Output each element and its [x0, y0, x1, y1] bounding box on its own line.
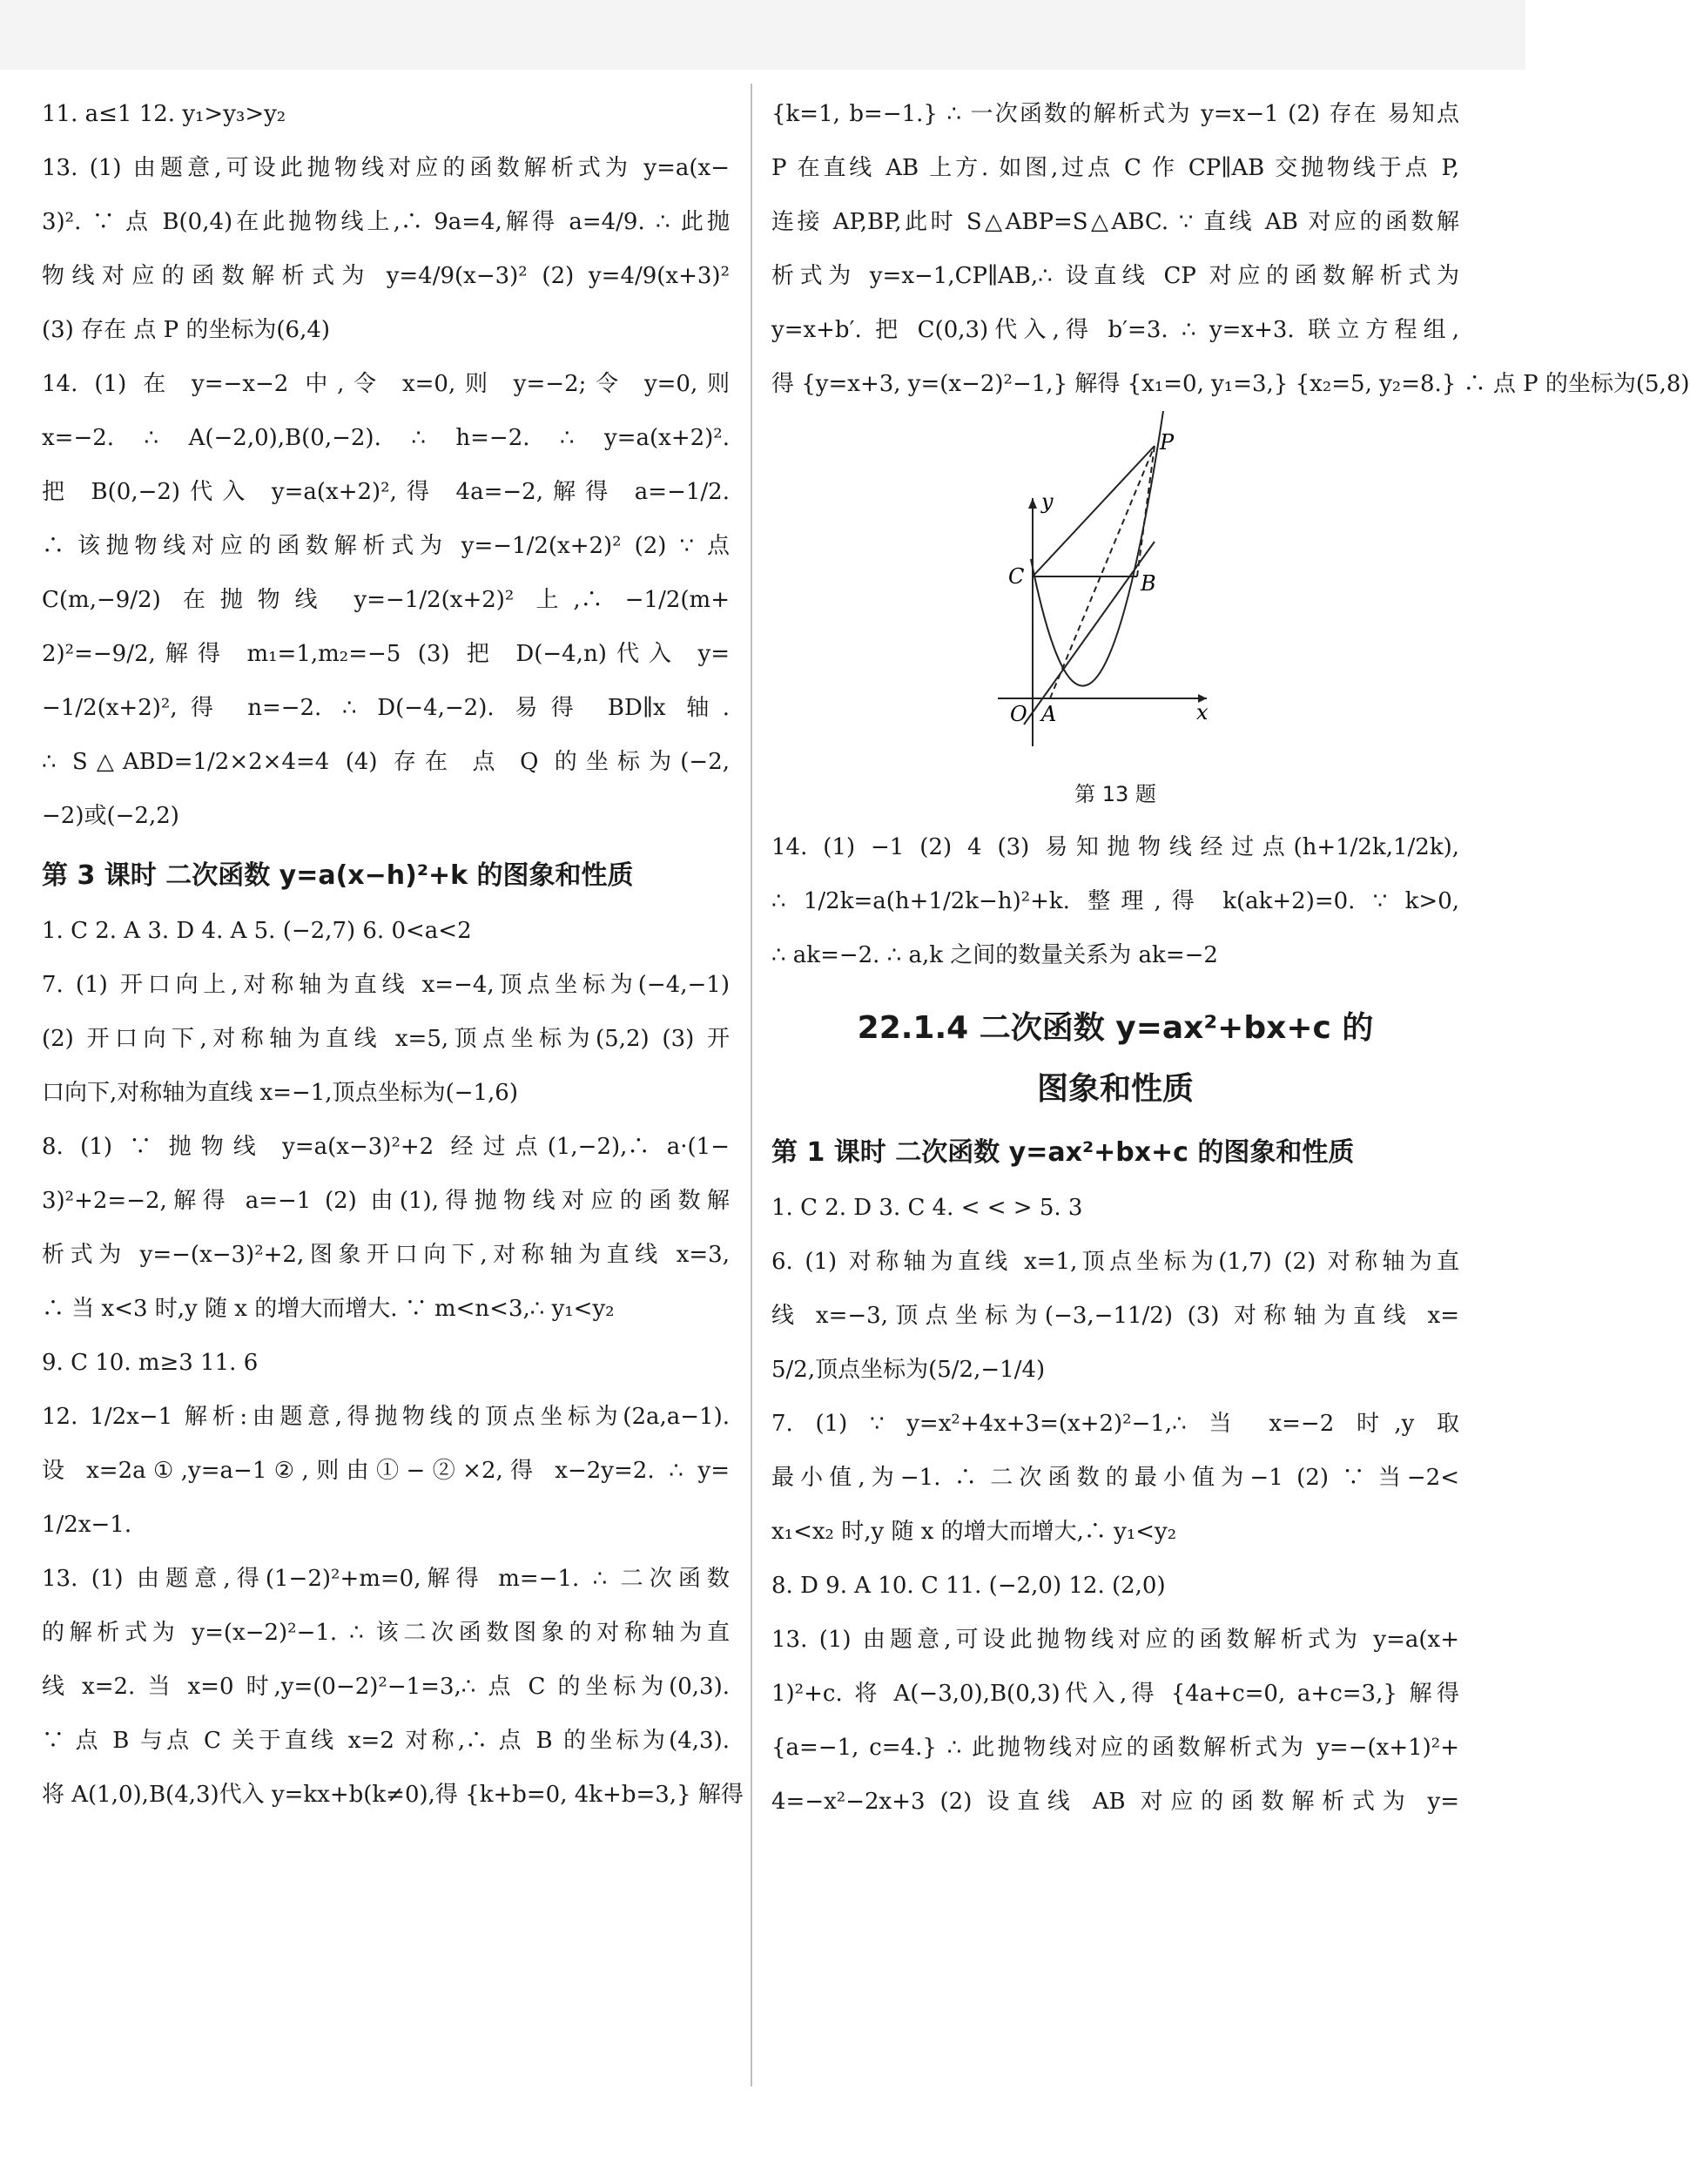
- answer-line: 的解析式为 y=(x−2)²−1. ∴ 该二次函数图象的对称轴为直: [42, 1620, 730, 1646]
- answer-line: 7. (1) 开口向上,对称轴为直线 x=−4,顶点坐标为(−4,−1): [42, 972, 730, 998]
- label-p: P: [1160, 430, 1175, 455]
- section-heading: 22.1.4 二次函数 y=ax²+bx+c 的: [857, 1010, 1374, 1046]
- lesson-heading: 第 1 课时 二次函数 y=ax²+bx+c 的图象和性质: [771, 1137, 1355, 1168]
- answer-line: x₁<x₂ 时,y 随 x 的增大而增大,∴ y₁<y₂: [771, 1519, 1177, 1545]
- answer-line: 把 B(0,−2)代入 y=a(x+2)²,得 4a=−2,解得 a=−1/2.: [42, 479, 730, 505]
- answer-line: (2) 开口向下,对称轴为直线 x=5,顶点坐标为(5,2) (3) 开: [42, 1026, 730, 1052]
- parabola-diagram: [989, 411, 1215, 759]
- dashed-ap: [1050, 446, 1155, 698]
- answer-line: 5/2,顶点坐标为(5/2,−1/4): [771, 1357, 1046, 1383]
- label-x: x: [1196, 700, 1209, 725]
- answer-line: 1. C 2. A 3. D 4. A 5. (−2,7) 6. 0<a<2: [42, 918, 472, 944]
- answer-line: 连接 AP,BP,此时 S△ABP=S△ABC. ∵ 直线 AB 对应的函数解: [771, 209, 1459, 235]
- answer-line: 将 A(1,0),B(4,3)代入 y=kx+b(k≠0),得 {k+b=0, 4k+b=3,} 解得: [42, 1782, 744, 1808]
- label-a: A: [1041, 702, 1057, 726]
- answer-line: 13. (1) 由题意,得(1−2)²+m=0,解得 m=−1. ∴ 二次函数: [42, 1566, 730, 1592]
- answer-line: 4=−x²−2x+3 (2) 设直线 AB 对应的函数解析式为 y=: [771, 1789, 1459, 1815]
- answer-line: 6. (1) 对称轴为直线 x=1,顶点坐标为(1,7) (2) 对称轴为直: [771, 1249, 1459, 1275]
- answer-line: 1)²+c. 将 A(−3,0),B(0,3)代入,得 {4a+c=0, a+c=3,} 解得: [771, 1681, 1459, 1707]
- answer-line: 1/2x−1.: [42, 1512, 132, 1538]
- answer-line: 13. (1) 由题意,可设此抛物线对应的函数解析式为 y=a(x+: [771, 1627, 1459, 1653]
- answer-line: {a=−1, c=4.} ∴ 此抛物线对应的函数解析式为 y=−(x+1)²+: [771, 1735, 1459, 1761]
- answer-line: 8. (1) ∵ 抛物线 y=a(x−3)²+2 经过点(1,−2),∴ a·(1−: [42, 1134, 730, 1160]
- answer-line: 3)²+2=−2,解得 a=−1 (2) 由(1),得抛物线对应的函数解: [42, 1188, 730, 1214]
- answer-line: ∵ 点 B 与点 C 关于直线 x=2 对称,∴ 点 B 的坐标为(4,3).: [42, 1728, 730, 1754]
- answer-line: 最小值,为−1. ∴ 二次函数的最小值为−1 (2) ∵ 当−2<: [771, 1465, 1459, 1491]
- answer-line: 设 x=2a①,y=a−1②,则由①−②×2,得 x−2y=2. ∴ y=: [42, 1458, 730, 1484]
- column-divider: [751, 84, 752, 2086]
- answer-line: 7. (1) ∵ y=x²+4x+3=(x+2)²−1,∴ 当 x=−2 时,y 取: [771, 1411, 1459, 1437]
- answer-line: 14. (1) −1 (2) 4 (3) 易知抛物线经过点(h+1/2k,1/2k),: [771, 834, 1459, 860]
- label-b: B: [1141, 571, 1156, 596]
- right-column: [771, 87, 1690, 1829]
- answer-line: (3) 存在 点 P 的坐标为(6,4): [42, 317, 331, 343]
- answer-line: 8. D 9. A 10. C 11. (−2,0) 12. (2,0): [771, 1573, 1166, 1599]
- answer-line: 析式为 y=−(x−3)²+2,图象开口向下,对称轴为直线 x=3,: [42, 1242, 730, 1268]
- parabola-figure: [771, 411, 1459, 820]
- answer-line: −1/2(x+2)²,得 n=−2. ∴ D(−4,−2). 易得 BD∥x 轴.: [42, 695, 730, 721]
- lesson-heading: 第 3 课时 二次函数 y=a(x−h)²+k 的图象和性质: [42, 860, 634, 891]
- answer-line: 线 x=−3,顶点坐标为(−3,−11/2) (3) 对称轴为直线 x=: [771, 1303, 1459, 1329]
- line-ab: [1024, 542, 1155, 725]
- label-c: C: [1008, 564, 1025, 589]
- answer-line: 物线对应的函数解析式为 y=4/9(x−3)² (2) y=4/9(x+3)²: [42, 263, 730, 289]
- answer-line: 13. (1) 由题意,可设此抛物线对应的函数解析式为 y=a(x−: [42, 155, 730, 181]
- answer-line: 口向下,对称轴为直线 x=−1,顶点坐标为(−1,6): [42, 1080, 518, 1106]
- label-o: O: [1010, 702, 1027, 726]
- answer-line: 得 {y=x+3, y=(x−2)²−1,} 解得 {x₁=0, y₁=3,} {x₂=5, y₂=8.} ∴ 点 P 的坐标为(5,8): [771, 371, 1690, 397]
- answer-line: 析式为 y=x−1,CP∥AB,∴ 设直线 CP 对应的函数解析式为: [771, 263, 1459, 289]
- answer-line: −2)或(−2,2): [42, 803, 179, 829]
- left-column: [42, 87, 744, 1822]
- answer-line: ∴ 1/2k=a(h+1/2k−h)²+k. 整理,得 k(ak+2)=0. ∵ k>0,: [771, 888, 1459, 914]
- label-y: y: [1041, 489, 1054, 514]
- answer-line: 线 x=2. 当 x=0 时,y=(0−2)²−1=3,∴ 点 C 的坐标为(0,3).: [42, 1674, 730, 1700]
- answer-line: 3)². ∵ 点 B(0,4)在此抛物线上,∴ 9a=4,解得 a=4/9. ∴ 此抛: [42, 209, 730, 235]
- answer-line: ∴ ak=−2. ∴ a,k 之间的数量关系为 ak=−2: [771, 942, 1218, 968]
- answer-line: x=−2. ∴ A(−2,0),B(0,−2). ∴ h=−2. ∴ y=a(x+2)².: [42, 425, 730, 451]
- answer-line: 14. (1) 在 y=−x−2 中,令 x=0,则 y=−2;令 y=0,则: [42, 371, 730, 397]
- section-heading-cont: 图象和性质: [1036, 1071, 1194, 1107]
- answer-line: ∴ 当 x<3 时,y 随 x 的增大而增大. ∵ m<n<3,∴ y₁<y₂: [42, 1296, 615, 1322]
- answer-line: C(m,−9/2) 在抛物线 y=−1/2(x+2)² 上,∴ −1/2(m+: [42, 587, 730, 613]
- answer-line: 1. C 2. D 3. C 4. < < > 5. 3: [771, 1195, 1083, 1221]
- figure-caption: 第 13 题: [1074, 782, 1156, 806]
- parabola-curve: [1031, 411, 1163, 686]
- answer-line: P 在直线 AB 上方. 如图,过点 C 作 CP∥AB 交抛物线于点 P,: [771, 155, 1459, 181]
- answer-line: 2)²=−9/2,解得 m₁=1,m₂=−5 (3) 把 D(−4,n)代入 y=: [42, 641, 730, 667]
- answer-line: 12. 1/2x−1 解析:由题意,得抛物线的顶点坐标为(2a,a−1).: [42, 1404, 730, 1430]
- answer-line: {k=1, b=−1.} ∴ 一次函数的解析式为 y=x−1 (2) 存在 易知点: [771, 101, 1459, 127]
- answer-line: ∴ S△ABD=1/2×2×4=4 (4) 存在 点 Q 的坐标为(−2,: [42, 749, 730, 775]
- answer-line: ∴ 该抛物线对应的函数解析式为 y=−1/2(x+2)² (2) ∵ 点: [42, 533, 730, 559]
- answer-line: 9. C 10. m≥3 11. 6: [42, 1350, 259, 1376]
- answer-line: 11. a≤1 12. y₁>y₃>y₂: [42, 101, 286, 127]
- y-axis-arrow: [1028, 498, 1037, 509]
- answer-line: y=x+b′. 把 C(0,3)代入,得 b′=3. ∴ y=x+3. 联立方程组,: [771, 317, 1459, 343]
- top-margin-band: [0, 0, 1525, 70]
